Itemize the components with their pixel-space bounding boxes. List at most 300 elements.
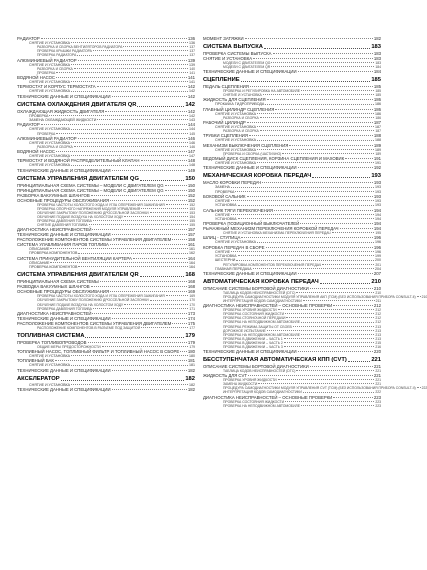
toc-page-number: 213 [375,324,381,329]
toc-entry-title: РАЗБОРКА И СБОРКА [37,144,73,149]
toc-entry-title: СНЯТИЕ И УСТАНОВКА [29,80,71,85]
toc-page-number: 212 [375,320,381,325]
dot-leader [110,291,187,292]
dot-leader [112,318,187,319]
dot-leader [71,91,188,92]
toc-entry-title: РАБОЧИЙ ЦИЛИНДР [203,120,246,126]
dot-leader [285,401,374,402]
toc-page-number: 196 [375,240,381,245]
toc-entry-title: ПРИНЦИПИАЛЬНАЯ СХЕМА СИСТЕМЫ – МОДЕЛИ С ДВИГАТЕЛЕМ QG [17,187,164,193]
toc-page-number: 164 [187,255,195,261]
dot-leader [123,46,188,47]
toc-page-number: 146 [189,144,195,149]
toc-entry-title: УСТАНОВКА [215,253,237,258]
toc-entry-title: ПРОВЕРКА РЕЖИМА ЗАЩИТЫ ОТ СБОЕВ [223,324,292,329]
toc-entry-title: РАЗБОРКА И СБОРКА [223,129,259,134]
toc-entry-title: ТЕХНИЧЕСКИЕ ДАННЫЕ И СПЕЦИФИКАЦИИ [17,386,111,392]
dot-leader [71,81,188,82]
toc-entry-title: ПРОВЕРКА В ДВИЖЕНИИ – ЧАСТЬ 3 [223,345,283,350]
dot-leader [102,346,189,347]
toc-entry-title: СНЯТИЕ И УСТАНОВКА [29,382,71,387]
toc-entry-title: ГЛАВНЫЙ ЦИЛИНДР СЦЕПЛЕНИЯ [203,106,275,112]
toc-page-number: 180 [187,348,195,354]
dot-leader [93,220,188,221]
toc-page-number: 195 [375,231,381,236]
toc-entry-title: РАДИАТОР [17,122,40,128]
toc-page-number: 181 [189,363,195,368]
dot-leader [97,119,188,120]
toc-entry-title: САЛЬНИК ТЯГИ ПЕРЕКЛЮЧЕНИЯ [203,207,273,213]
toc-column-right [203,36,427,408]
toc-entry-title: СНЯТИЕ И УСТАНОВКА [29,154,71,159]
toc-page-number: 204 [375,266,381,271]
toc-page-number: 168 [185,272,195,279]
toc-page-number: 137 [189,53,195,58]
toc-page-number: 196 [373,244,381,250]
toc-page-number: 193 [373,194,381,200]
toc-page-number: 174 [187,315,195,321]
toc-entry-title: ДИАГНОСТИКА НЕИСПРАВНОСТЕЙ [17,227,92,233]
toc-entry-title: ДИАГНОСТИКА НЕИСПРАВНОСТЕЙ – ОСНОВНЫЕ ПРОВЕРКИ [203,303,333,309]
toc-page-number: 207 [373,270,381,276]
dot-leader [262,182,373,183]
toc-entry-title: ПРОВЕРКА В ДВИЖЕНИИ – ЧАСТЬ 2 [223,340,283,345]
toc-entry-title: ДОРОЖНОЕ ИСПЫТАНИЕ [223,328,266,333]
dot-leader [303,300,375,301]
toc-page-number: 212 [373,303,381,309]
toc-page-number: 146 [187,135,195,141]
toc-section-heading [17,376,195,383]
toc-page-number: 187 [375,129,381,134]
toc-entry-title: СНЯТИЕ И УСТАНОВКА [29,62,71,67]
toc-entry-title: ТЕХНИЧЕСКИЕ ДАННЫЕ И СПЕЦИФИКАЦИИ [203,270,297,276]
toc-entry-title: ПРИНЦИПИАЛЬНАЯ СХЕМА СИСТЕМЫ – МОДЕЛИ С ДВИГАТЕЛЕМ QG [17,182,164,188]
toc-entry-title: ЗАМЕНА ОХЛАЖДАЮЩЕЙ ЖИДКОСТИ [29,117,97,122]
toc-entry-title: ПРОВЕРКА СИСТЕМЫ ВЫПУСКА [203,51,272,56]
toc-page-number: 185 [375,93,381,98]
dot-leader [282,153,374,154]
dot-leader [141,327,188,328]
toc-page-number: 169 [189,294,195,299]
toc-page-number: 182 [373,36,381,41]
toc-entry-title: СНЯТИЕ И УСТАНОВКА [215,111,257,116]
dot-leader [172,323,186,324]
toc-entry-title: РЫЧАЖНЫЙ МЕХАНИЗМ ПЕРЕКЛЮЧЕНИЯ КОРОБКОЙ ПЕРЕДАЧ [203,226,339,232]
dot-leader [332,232,375,233]
dot-leader [71,384,188,385]
dot-leader [271,66,374,67]
dot-leader [267,330,375,331]
dot-leader [112,389,187,390]
toc-entry-title: АЛЮМИНИЕВЫЙ РАДИАТОР [17,57,77,63]
dot-leader [260,117,375,118]
toc-entry-title: СНЯТИЕ И УСТАНОВКА [215,240,257,245]
dot-leader [235,191,374,192]
dot-leader [71,365,188,366]
toc-page-number: 182 [189,382,195,387]
toc-page-number: 152 [187,192,195,198]
toc-page-number: 185 [375,89,381,94]
toc-page-number: 141 [189,70,195,75]
dot-leader [333,305,373,306]
dot-leader [266,247,373,248]
dot-leader [345,158,373,159]
toc-entry-title: СНЯТИЕ И УСТАНОВКА [215,147,257,152]
toc-entry-title: СНЯТИЕ [215,212,230,217]
toc-page-number: 186 [373,97,381,103]
toc-page-number: 148 [187,158,195,164]
toc-entry-title: СНЯТИЕ И УСТАНОВКА МЕХАНИЗМА ПЕРЕКЛЮЧЕНИЯ ПЕРЕДАЧ [223,231,331,236]
dot-leader [50,248,188,249]
toc-entry-title: СИСТЕМА ОХЛАЖДЕНИЯ ДВИГАТЕЛЯ QR [17,101,137,108]
toc-page-number: 169 [187,289,195,295]
dot-leader [41,124,187,125]
toc-page-number: 158 [187,237,195,243]
dot-leader [92,313,186,314]
toc-page-number: 213 [375,336,381,341]
dot-leader [231,200,374,201]
toc-entry-title: СНЯТИЕ И УСТАНОВКА [29,127,71,132]
toc-entry [17,94,195,99]
toc-page-number: 216 [375,345,381,350]
toc-section-heading [17,272,195,279]
toc-entry-title: СИСТЕМА УЛАВЛИВАНИЯ ПАРОВ ТОПЛИВА [17,242,109,248]
toc-page-number: 189 [375,152,381,157]
toc-entry-title: ПРОВЕРКА НА НЕПОДВИЖНОМ АВТОМОБИЛЕ [223,332,301,337]
toc-page-number: 168 [187,279,195,285]
toc-page-number: 170 [189,302,195,307]
toc-page-number: 221 [371,357,381,364]
toc-page-number: 183 [373,51,381,56]
dot-leader [231,214,374,215]
dot-leader [348,361,371,362]
toc-entry-title: ОСНОВНЫЕ ПРОЦЕДУРЫ ОБСЛУЖИВАНИЯ [17,289,110,295]
dot-leader [41,38,187,39]
toc-page-number: 155 [189,219,195,223]
dot-leader [100,281,187,282]
dot-leader [264,48,370,49]
toc-page-number: 136 [187,36,195,41]
dot-leader [303,392,375,393]
dot-leader [284,346,375,347]
toc-page-number: 184 [375,65,381,70]
dot-leader [340,228,373,229]
toc-page-number: 170 [189,298,195,303]
toc-page-number: 148 [189,163,195,168]
dot-leader [247,122,373,123]
dot-leader [78,60,187,61]
dot-leader [300,223,373,224]
toc-entry-title: СНЯТИЕ И УСТАНОВКА [29,41,71,45]
toc-page-number: 222 [375,390,381,395]
toc-page-number: 142 [189,89,195,94]
toc-page-number: 168 [187,284,195,290]
toc-entry-title: РАЗБОРКА И СБОРКА [223,115,259,120]
dot-leader [231,251,374,252]
toc-entry-title: СНЯТИЕ [215,249,230,254]
toc-entry-title: ТЕРМОСТАТ И КОРПУС ТЕРМОСТАТА [17,84,96,90]
dot-leader [71,355,188,356]
dot-leader [91,195,187,196]
toc-page-number: 157 [187,232,195,238]
dot-leader [298,351,373,352]
toc-page-number: 221 [375,382,381,387]
toc-entry-title: СЦЕПЛЕНИЕ [203,77,240,84]
dot-leader [78,138,187,139]
toc-page-number: 194 [375,212,381,217]
toc-page-number: 155 [189,223,195,228]
toc-entry-title: ВЕДОМЫЙ ДИСК СЦЕПЛЕНИЯ, КОРЗИНА СЦЕПЛЕНИЯ И МАХОВИК [203,156,345,162]
toc-page-number: 185 [373,84,381,90]
toc-entry-title: ПРОВЕРКА СОСТОЯНИЯ ЖИДКОСТИ [223,312,285,317]
toc-entry-title: СИСТЕМА УПРАВЛЕНИЯ ДВИГАТЕЛЕМ QG [17,175,139,182]
toc-entry-title: ТЕХНИЧЕСКИЕ ДАННЫЕ И СПЕЦИФИКАЦИИ [203,349,297,355]
toc-page-number: 183 [373,56,381,61]
toc-page-number: 150 [187,182,195,188]
dot-leader [301,90,374,91]
dot-leader [265,104,374,105]
toc-entry-title: ТРУБКИ СЦЕПЛЕНИЯ [203,133,248,139]
toc-entry-title: СНЯТИЕ И УСТАНОВКА [215,161,257,166]
toc-page-number: 210 [375,290,381,295]
toc-entry-title: ЖИДКОСТЬ ДЛЯ CVT [203,373,247,379]
toc-page-number: 196 [375,249,381,254]
toc-section-heading [203,173,381,180]
dot-leader [172,239,186,240]
dot-leader [112,370,187,371]
toc-page-number: 212 [375,312,381,317]
dot-leader [78,266,188,267]
toc-entry-title: ТЕХНИЧЕСКИЕ ДАННЫЕ И СПЕЦИФИКАЦИИ [17,232,111,238]
dot-leader [257,149,374,150]
toc-entry-title: СНЯТИЕ И УСТАНОВКА [29,353,71,358]
dot-leader [110,200,187,201]
toc-entry-title: ЗАМЕНА [215,185,230,190]
toc-page-number: 145 [189,131,195,136]
toc-page-number: 142 [187,108,195,114]
dot-leader [271,62,374,63]
toc-entry [203,69,381,74]
toc-page-number: 164 [189,265,195,270]
dot-leader [55,360,187,361]
toc-page-number: 183 [375,61,381,65]
toc-page-number: 221 [375,378,381,383]
toc-entry-title: РАСПОЛОЖЕНИЕ КОМПОНЕНТОВ СИСТЕМЫ УПРАВЛЕНИЯ ДВИГАТЕЛЕМ [17,320,172,326]
dot-leader [231,187,374,188]
toc-page-number: 149 [187,167,195,173]
dot-leader [56,133,188,134]
toc-page-number: 141 [187,75,195,81]
dot-leader [250,86,373,87]
dot-leader [249,135,373,136]
toc-entry [17,265,195,269]
dot-leader [124,304,188,305]
dot-leader [85,337,184,338]
toc-entry-title: СНЯТИЕ И УСТАНОВКА [29,363,71,368]
toc-page-number: 194 [375,216,381,221]
dot-leader [56,72,188,73]
toc-entry-title: РАЗВОДКА ВАКУУМНЫХ ШЛАНГОВ [17,284,90,290]
dot-leader [105,111,187,112]
toc-page-number: 221 [373,373,381,379]
toc-page-number: 152 [187,197,195,203]
toc-entry-title: ПРОВЕРКА И РЕГУЛИРОВКА НА АВТОМОБИЛЕ [223,89,301,94]
dot-leader [289,145,372,146]
toc-entry-title: ИНТЕРПРЕТАЦИЯ КОДОВ САМОДИАГНОСТИКИ [223,390,302,395]
toc-page-number: 221 [373,364,381,370]
dot-leader [180,351,187,352]
toc-entry-title: ТЕХНИЧЕСКИЕ ДАННЫЕ И СПЕЦИФИКАЦИИ [17,167,111,173]
dot-leader [312,177,370,178]
toc-page-number: 137 [189,45,195,50]
toc-entry-title: АКСЕЛЕРАТОР [17,375,60,382]
toc-section-heading [17,176,195,183]
dot-leader [165,190,187,191]
dot-leader [322,264,374,265]
toc-entry-title: ПРОВЕРКА КОМПОНЕНТОВ [29,251,78,256]
toc-page-number: 188 [375,138,381,143]
toc-entry-title: ИНТЕРПРЕТАЦИЯ КОДОВ САМОДИАГНОСТИКИ [223,299,302,304]
toc-page-number: 152 [189,202,195,207]
dot-leader [74,68,189,69]
dot-leader [150,300,189,301]
toc-page-number: 144 [189,127,195,132]
toc-page-number: 189 [375,147,381,152]
dot-leader [92,229,186,230]
toc-page-number: 221 [375,369,381,374]
dot-leader [296,292,374,293]
toc-entry-title: ВОДЯНОЙ НАСОС [17,149,56,155]
toc-entry-title: ПРОВЕРКА ОПОРНОГО НАПРЯЖЕНИЯ МОДУЛЯ УПРАВЛЕНИЯ [37,206,141,211]
toc-entry-title: ПРОВЕРКА НА НЕПОДВИЖНОМ АВТОМОБИЛЕ [223,320,301,325]
toc-column-left [17,36,195,392]
toc-entry-title: ТЕРМОСТАТ И ВОДЯНОЙ РАСПРЕДЕЛИТЕЛЬНЫЙ КЛАПАН [17,158,140,164]
toc-page-number: 147 [187,149,195,155]
dot-leader [298,167,373,168]
toc-page-number: 173 [187,310,195,316]
toc-page-number: 187 [375,125,381,130]
dot-leader [50,262,188,263]
toc-page-number: 162 [189,251,195,256]
toc-page-number: 188 [373,133,381,139]
dot-leader [141,160,187,161]
toc-page-number: 182 [187,367,195,373]
toc-entry-title: ОПИСАНИЕ СИСТЕМЫ БОРТОВОЙ ДИАГНОСТИКИ [203,364,309,370]
toc-page-number: 136 [189,41,195,45]
toc-entry-title: КОРОБКА ПЕРЕДАЧ В СБОРЕ [203,244,265,250]
toc-entry-title: ОБЩИЕ МЕРЫ ПРЕДОСТОРОЖНОСТИ [37,344,101,349]
toc-entry-title: ОБУЧЕНИЕ ПОДАЧЕ ВОЗДУХА НА ХОЛОСТОМ ХОДУ [37,302,124,307]
toc-entry [17,168,195,173]
toc-entry [203,271,381,276]
dot-leader [263,94,375,95]
toc-page-number: 146 [189,140,195,145]
toc-entry [17,387,195,392]
dot-leader [97,86,187,87]
dot-leader [310,288,373,289]
toc-entry-title: ОСНОВНЫЕ ПРОЦЕДУРЫ ОБСЛУЖИВАНИЯ [17,197,110,203]
dot-leader [238,255,374,256]
dot-leader [258,383,374,384]
toc-entry-title: ТОПЛИВНЫЙ БАК [17,358,54,364]
dot-leader [140,276,185,277]
toc-entry-title: ОПИСАНИЕ СИСТЕМЫ БОРТОВОЙ ДИАГНОСТИКИ [203,285,309,291]
toc-entry-title: ТЕХНИЧЕСКИЕ ДАННЫЕ И СПЕЦИФИКАЦИИ [17,93,111,99]
toc-entry-title: МАСЛО КОРОБКИ ПЕРЕДАЧ [203,180,262,186]
toc-entry-title: МЕХАНИЗМ ВЫКЛЮЧЕНИЯ СЦЕПЛЕНИЯ [203,142,289,148]
toc-page-number: 191 [373,156,381,162]
toc-entry-title: СИСТЕМА ПРИНУДИТЕЛЬНОЙ ВЕНТИЛЯЦИИ КАРТЕРА [17,255,132,261]
toc-entry-title: ОПИСАНИЕ [29,260,50,265]
toc-page-number: 141 [189,80,195,85]
dot-leader [417,387,421,388]
toc-entry-title: РАЗБОРКА И СБОРКА ВЕНТИЛЯТОРОВ РАДИАТОРА [37,45,123,50]
dot-leader [236,260,374,261]
toc-entry-title: ОХЛАЖДАЮЩАЯ ЖИДКОСТЬ ДВИГАТЕЛЯ [17,108,105,114]
dot-leader [238,218,374,219]
toc-entry-title: СНЯТИЕ И УСТАНОВКА [215,125,257,130]
toc-entry-title: ПРОВЕРКА В ДВИЖЕНИИ – ЧАСТЬ 1 [223,336,283,341]
toc-page-number: 150 [185,175,195,182]
toc-page-number: 185 [371,77,381,84]
dot-leader [88,342,187,343]
toc-page-number: 182 [185,375,195,382]
dot-leader [56,151,187,152]
toc-page-number: 199 [375,253,381,258]
toc-page-number: 223 [373,394,381,400]
dot-leader [166,295,189,296]
toc-page-number: 147 [189,154,195,159]
dot-leader [93,50,188,51]
toc-page-number: 177 [189,325,195,330]
toc-entry [203,36,381,41]
toc-entry-title: МОМЕНТ ЗАТЯЖКИ [203,36,244,41]
toc-entry-title: РАСПОЛОЖЕНИЕ КОМПОНЕНТОВ СИСТЕМЫ УПРАВЛЕНИЯ ДВИГАТЕЛЕМ [17,237,172,243]
dot-leader [77,55,188,56]
toc-entry-title: ПРОВЕРКА ДАВЛЕНИЯ ТОПЛИВА [37,219,92,223]
dot-leader [273,53,373,54]
toc-page-number: 142 [187,84,195,90]
toc-page-number: 143 [189,117,195,122]
toc-page-number: 213 [375,328,381,333]
dot-leader [61,380,185,381]
toc-entry-title: ПРОКАЧКА ГИДРОПРИВОДА [215,102,265,107]
toc-entry-title: ЗАМЕНА ЖИДКОСТИ [223,382,258,387]
toc-section-heading [203,279,381,286]
dot-leader [257,126,374,127]
dot-leader [296,370,374,371]
toc-entry-title: ВОДЯНОЙ НАСОС [17,75,56,81]
toc-page-number: 223 [375,403,381,408]
dot-leader [301,405,374,406]
toc-page-number: 212 [375,308,381,313]
dot-leader [71,142,188,143]
toc-page-number: 142 [189,113,195,118]
dot-leader [110,244,187,245]
dot-leader [166,204,189,205]
toc-page-number: 179 [189,344,195,349]
toc-entry-title: МОДЕЛИ С ДВИГАТЕЛЕМ QR [223,65,271,70]
toc-entry-title: ДИАГНОСТИКА НЕИСПРАВНОСТЕЙ – ОСНОВНЫЕ ПРОВЕРКИ [203,394,333,400]
dot-leader [137,106,184,107]
dot-leader [112,96,187,97]
toc-page-number: 212 [375,316,381,321]
toc-page-number: 164 [189,260,195,265]
toc-page-number: 186 [373,106,381,112]
toc-entry-title: СНЯТИЕ И УСТАНОВКА [203,56,253,61]
toc-page-number: 211 [375,299,381,304]
toc-page-number: 139 [189,62,195,67]
